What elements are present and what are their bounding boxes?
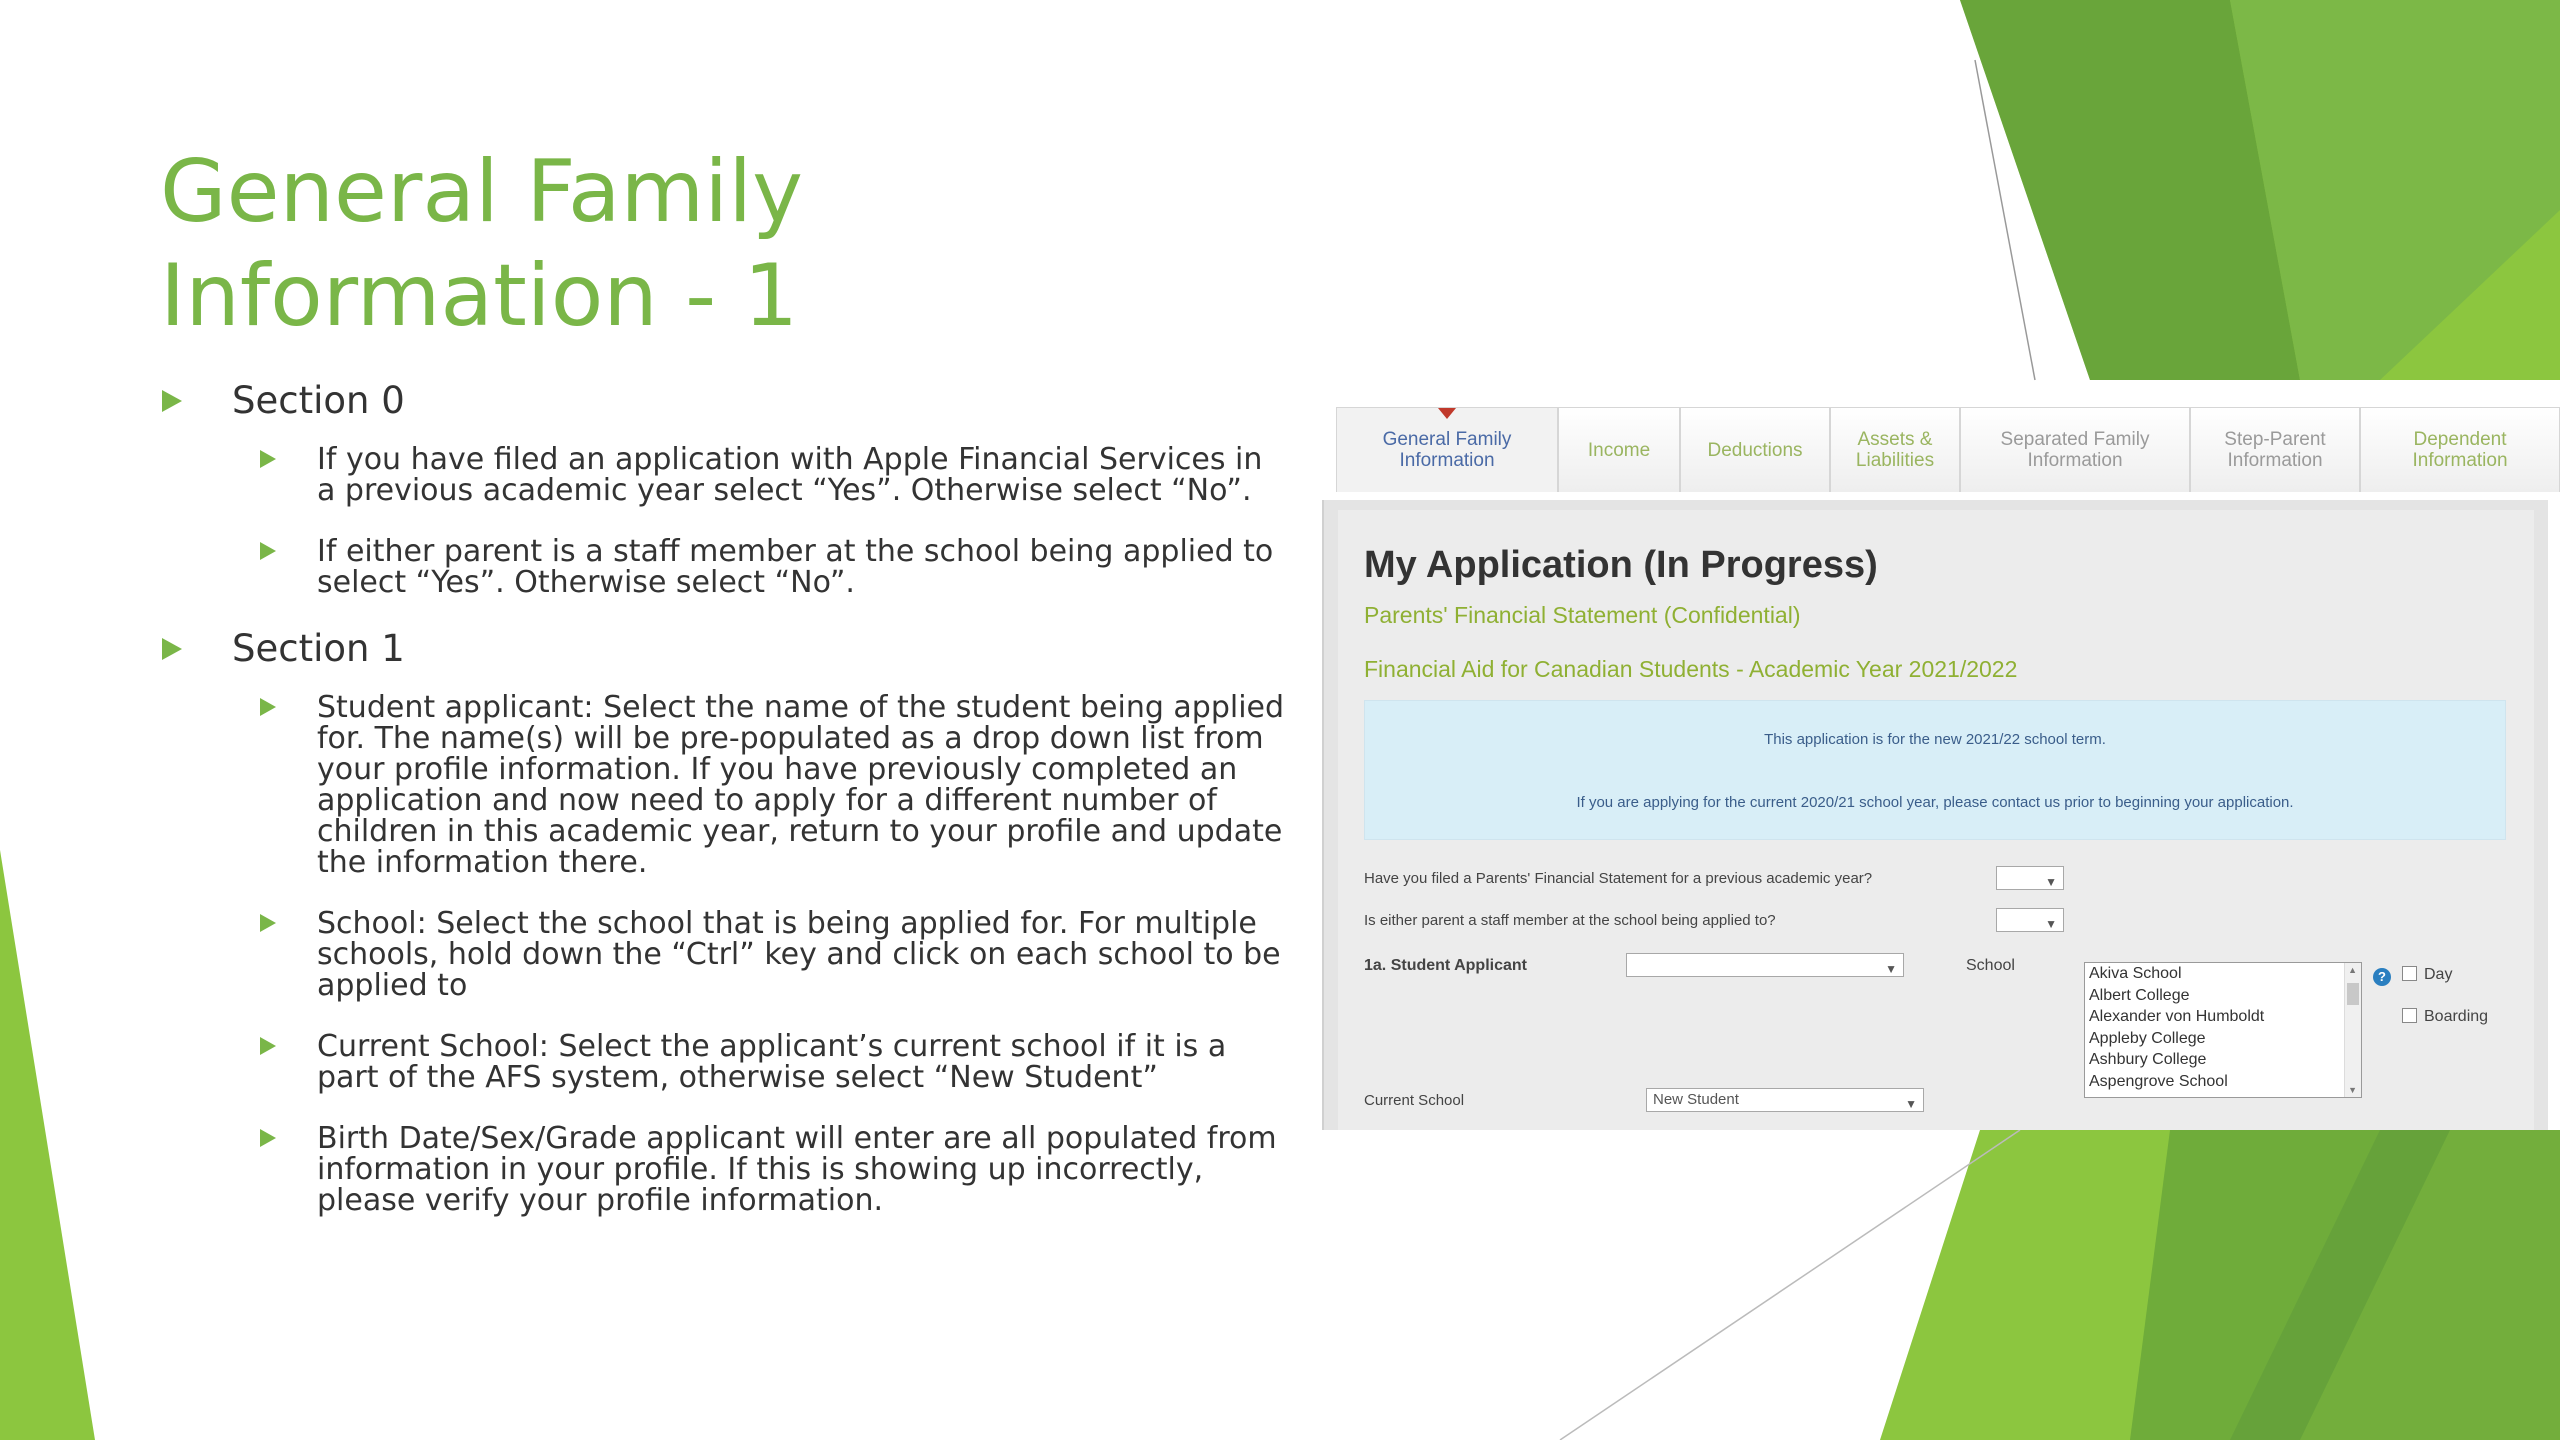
bullet-text: If you have filed an application with Apple Financial Services in a previous academic year select “Yes”. Otherwise select “No”.: [317, 442, 1263, 508]
bullet-list: [160, 380, 1290, 1246]
school-option[interactable]: Akiva School: [2089, 965, 2182, 982]
section-heading-text: Section 0: [232, 379, 405, 422]
boarding-label: Boarding: [2424, 1008, 2489, 1025]
section-0-point-1: [160, 444, 1290, 506]
notice-line-1: This application is for the new 2021/22 school term.: [1764, 731, 2106, 748]
school-option[interactable]: Ashbury College: [2089, 1051, 2207, 1068]
title-line-2: Information - 1: [160, 246, 799, 346]
bullet-text: School: Select the school that is being applied for. For multiple schools, hold down the “Ctrl” key and click on each school to be applied to: [317, 906, 1281, 1003]
previous-statement-select[interactable]: [1996, 866, 2064, 890]
notice-line-2: If you are applying for the current 2020/21 school year, please contact us prior to beginning your application.: [1576, 794, 2294, 811]
school-option[interactable]: Appleby College: [2089, 1029, 2206, 1047]
current-school-value: New Student: [1653, 1091, 1739, 1108]
title-line-1: General Family: [160, 142, 803, 242]
school-option[interactable]: Aspengrove School: [2089, 1072, 2228, 1090]
tab-income[interactable]: Income: [1558, 407, 1680, 492]
staff-member-question: Is either parent a staff member at the school being applied to?: [1364, 912, 1776, 929]
application-content: [1338, 510, 2534, 1130]
chevron-down-icon: ▼: [1885, 962, 1897, 976]
chevron-down-icon: ▼: [1905, 1097, 1917, 1111]
current-school-select[interactable]: [1646, 1088, 1924, 1112]
scroll-down-icon[interactable]: ▼: [2348, 1085, 2357, 1095]
chevron-down-icon: ▼: [2045, 875, 2057, 889]
day-checkbox[interactable]: [2402, 966, 2417, 981]
section-1-point-1: [160, 692, 1290, 878]
left-shape: [0, 850, 95, 1440]
chevron-down-icon: ▼: [2045, 917, 2057, 931]
tab-step-parent-information[interactable]: Step-Parent Information: [2190, 407, 2360, 492]
bullet-arrow-icon: [260, 1037, 276, 1055]
application-screenshot: [1322, 395, 2560, 1130]
section-0-point-2: [160, 536, 1290, 598]
bullet-arrow-icon: [162, 390, 182, 412]
bullet-arrow-icon: [260, 542, 276, 560]
statement-subtitle: Parents' Financial Statement (Confidential): [1364, 602, 1801, 628]
student-applicant-label: 1a. Student Applicant: [1364, 957, 1527, 974]
listbox-scrollbar[interactable]: [2344, 963, 2361, 1097]
bullet-text: Student applicant: Select the name of the student being applied for. The name(s) will be pre-populated as a drop down list from your profile information. If you have previously completed an application and now need to apply for a different number of children in this academic year, return to your profile and update the information there.: [317, 690, 1285, 880]
section-1-point-4: [160, 1123, 1290, 1216]
tab-general-family-information[interactable]: General Family Information: [1336, 407, 1558, 492]
bullet-text: If either parent is a staff member at the school being applied to select “Yes”. Otherwise select “No”.: [317, 534, 1274, 600]
bullet-arrow-icon: [260, 450, 276, 468]
tab-bar: [1336, 407, 2560, 492]
section-1-point-3: [160, 1031, 1290, 1093]
help-icon[interactable]: ?: [2373, 968, 2391, 986]
section-heading-text: Section 1: [232, 627, 405, 670]
tab-dependent-information[interactable]: Dependent Information: [2360, 407, 2560, 492]
bullet-arrow-icon: [162, 638, 182, 660]
term-notice: [1364, 700, 2506, 840]
scroll-thumb[interactable]: [2347, 983, 2359, 1005]
application-title: My Application (In Progress): [1364, 544, 1878, 586]
school-option[interactable]: Alexander von Humboldt: [2089, 1008, 2265, 1025]
section-0-heading: [160, 380, 1290, 422]
school-label: School: [1966, 957, 2015, 974]
academic-year-subtitle: Financial Aid for Canadian Students - Academic Year 2021/2022: [1364, 656, 2018, 682]
bullet-text: Birth Date/Sex/Grade applicant will enter are all populated from information in your profile. If this is showing up incorrectly, please verify your profile information.: [317, 1121, 1277, 1218]
school-option[interactable]: Albert College: [2089, 986, 2190, 1004]
section-1-point-2: [160, 908, 1290, 1001]
school-listbox[interactable]: [2084, 962, 2362, 1098]
previous-statement-question: Have you filed a Parents' Financial Statement for a previous academic year?: [1364, 870, 1873, 887]
tab-separated-family-information[interactable]: Separated Family Information: [1960, 407, 2190, 492]
section-1-heading: [160, 628, 1290, 670]
scroll-up-icon[interactable]: ▲: [2348, 965, 2357, 975]
bullet-text: Current School: Select the applicant’s current school if it is a part of the AFS system, otherwise select “New Student”: [317, 1029, 1227, 1095]
boarding-checkbox[interactable]: [2402, 1008, 2417, 1023]
bullet-arrow-icon: [260, 698, 276, 716]
bullet-arrow-icon: [260, 914, 276, 932]
tab-deductions[interactable]: Deductions: [1680, 407, 1830, 492]
staff-member-select[interactable]: [1996, 908, 2064, 932]
application-panel: [1322, 500, 2548, 1130]
day-label: Day: [2424, 966, 2453, 983]
tab-assets-liabilities[interactable]: Assets & Liabilities: [1830, 407, 1960, 492]
slide-title: [160, 140, 1260, 348]
current-school-label: Current School: [1364, 1092, 1465, 1109]
student-applicant-select[interactable]: [1626, 953, 1904, 977]
bullet-arrow-icon: [260, 1129, 276, 1147]
